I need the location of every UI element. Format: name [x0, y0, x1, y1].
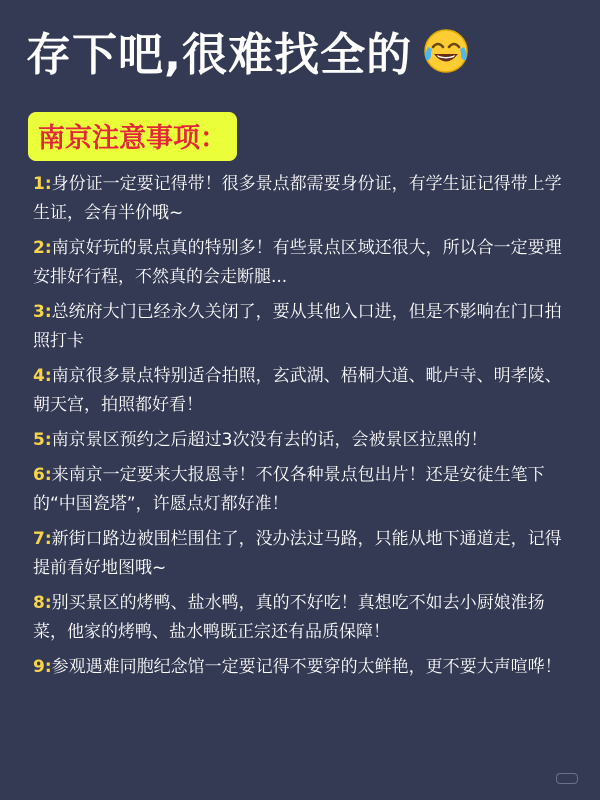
item-number: 5:	[33, 430, 52, 450]
list-item	[33, 589, 573, 647]
item-text: 别买景区的烤鸭、盐水鸭，真的不好吃！真想吃不如去小厨娘淮扬菜，他家的烤鸭、盐水鸭既正宗还有品质保障！	[33, 593, 545, 642]
item-text: 来南京一定要来大报恩寺！不仅各种景点包出片！还是安徒生笔下的“中国瓷塔”，许愿点灯都好准！	[33, 465, 545, 514]
list-item	[33, 426, 573, 455]
tears-of-joy-emoji-icon	[422, 27, 470, 75]
watermark-logo	[556, 773, 578, 784]
item-text: 新街口路边被围栏围住了，没办法过马路，只能从地下通道走，记得提前看好地图哦~	[33, 529, 562, 578]
list-item	[33, 653, 573, 682]
item-number: 3:	[33, 302, 52, 322]
item-number: 6:	[33, 465, 52, 485]
title-text: 存下吧,很难找全的	[26, 28, 413, 81]
subtitle: 南京注意事项：	[38, 123, 227, 154]
item-number: 2:	[33, 238, 52, 258]
page-title	[26, 18, 470, 83]
item-text: 总统府大门已经永久关闭了，要从其他入口进，但是不影响在门口拍照打卡	[33, 302, 562, 351]
subtitle-highlight	[28, 112, 237, 161]
list-item	[33, 298, 573, 356]
item-number: 1:	[33, 174, 52, 194]
list-item	[33, 170, 573, 228]
item-text: 南京很多景点特别适合拍照，玄武湖、梧桐大道、毗卢寺、明孝陵、朝天宫，拍照都好看！	[33, 366, 562, 415]
list-item	[33, 461, 573, 519]
item-number: 9:	[33, 657, 52, 677]
item-text: 身份证一定要记得带！很多景点都需要身份证，有学生证记得带上学生证，会有半价哦~	[33, 174, 562, 223]
item-number: 8:	[33, 593, 52, 613]
item-number: 7:	[33, 529, 52, 549]
item-text: 南京景区预约之后超过3次没有去的话，会被景区拉黑的！	[51, 430, 488, 450]
item-number: 4:	[33, 366, 52, 386]
list-item	[33, 525, 573, 583]
tips-list	[33, 170, 573, 688]
item-text: 参观遇难同胞纪念馆一定要记得不要穿的太鲜艳，更不要大声喧哗！	[51, 657, 562, 677]
list-item	[33, 362, 573, 420]
item-text: 南京好玩的景点真的特别多！有些景点区域还很大，所以合一定要理安排好行程，不然真的会走断腿...	[33, 238, 562, 287]
list-item	[33, 234, 573, 292]
